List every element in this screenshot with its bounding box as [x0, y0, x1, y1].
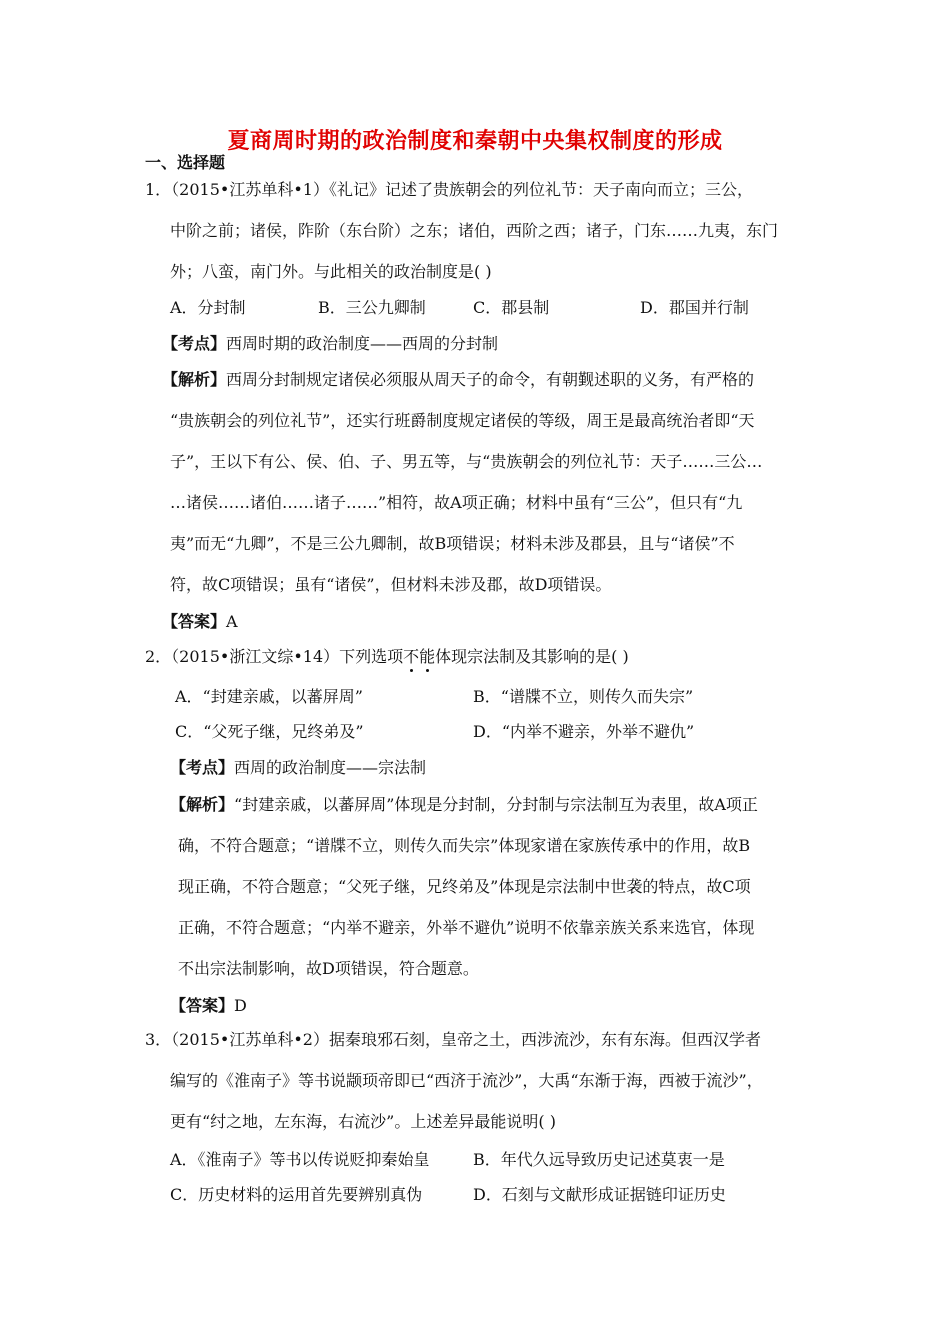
- q1-jiexi-line-6: 符，故C项错误；虽有“诸侯”，但材料未涉及郡，故D项错误。: [170, 575, 612, 594]
- q1-answer-value: A: [226, 612, 238, 631]
- q2-answer-value: D: [234, 996, 247, 1015]
- q2-jiexi-line-3: 现正确，不符合题意；“父死子继，兄终弟及”体现是宗法制中世袭的特点，故C项: [178, 877, 751, 896]
- q2-answer-label: 【答案】: [170, 996, 235, 1015]
- q1-jiexi-text-1: 西周分封制规定诸侯必须服从周天子的命令，有朝觐述职的义务，有严格的: [226, 370, 755, 389]
- q1-jiexi-label: 【解析】: [162, 370, 227, 389]
- q1-kaodian-label: 【考点】: [162, 334, 227, 353]
- q1-jiexi-line-2: “贵族朝会的列位礼节”，还实行班爵制度规定诸侯的等级，周王是最高统治者即“天: [170, 411, 755, 430]
- q2-option-c: C．“父死子继，兄终弟及”: [175, 722, 364, 741]
- q1-kaodian: [162, 334, 498, 354]
- q3-stem-line-3: 更有“纣之地，左东海，右流沙”。上述差异最能说明( ): [170, 1112, 556, 1131]
- q3-option-b: B．年代久远导致历史记述莫衷一是: [473, 1150, 725, 1169]
- q1-stem-line-3: 外；八蛮，南门外。与此相关的政治制度是( ): [170, 262, 492, 281]
- q1-stem-line-2: 中阶之前；诸侯，阼阶（东台阶）之东；诸伯，西阶之西；诸子，门东……九夷，东门: [170, 221, 779, 240]
- q2-kaodian-label: 【考点】: [170, 758, 235, 777]
- q2-option-a: A．“封建亲戚，以蕃屏周”: [175, 687, 363, 706]
- q1-option-b: B．三公九卿制: [318, 298, 426, 317]
- q1-kaodian-text: 西周时期的政治制度——西周的分封制: [226, 334, 499, 353]
- section-heading: 一、选择题: [145, 153, 226, 172]
- q2-jiexi-line-5: 不出宗法制影响，故D项错误，符合题意。: [178, 959, 479, 978]
- q2-answer: [170, 996, 247, 1016]
- q2-stem-emphasis-2: 能: [419, 647, 436, 666]
- document-title: 夏商周时期的政治制度和秦朝中央集权制度的形成: [227, 129, 723, 154]
- q2-jiexi-line-2: 确，不符合题意；“谱牒不立，则传久而失宗”体现家谱在家族传承中的作用，故B: [178, 836, 751, 855]
- q1-answer-label: 【答案】: [162, 612, 227, 631]
- q1-jiexi-line-3: 子”，王以下有公、侯、伯、子、男五等，与“贵族朝会的列位礼节：天子……三公…: [170, 452, 763, 471]
- q1-option-a: A．分封制: [170, 298, 246, 317]
- q1-jiexi-line-1: [162, 370, 754, 390]
- q2-jiexi-label: 【解析】: [170, 795, 235, 814]
- q3-option-a: A．《淮南子》等书以传说贬抑秦始皇: [170, 1150, 430, 1169]
- q1-option-c: C．郡县制: [473, 298, 550, 317]
- q3-stem-line-1: 3．（2015•江苏单科•2）据秦琅邪石刻，皇帝之土，西涉流沙，东有东海。但西汉学者: [145, 1030, 761, 1049]
- q2-kaodian-text: 西周的政治制度——宗法制: [234, 758, 427, 777]
- q1-jiexi-line-5: 夷”而无“九卿”，不是三公九卿制，故B项错误；材料未涉及郡县，且与“诸侯”不: [170, 534, 735, 553]
- q3-option-d: D．石刻与文献形成证据链印证历史: [473, 1185, 726, 1204]
- q2-stem-pre: 2．（2015•浙江文综•14）下列选项: [145, 647, 404, 666]
- q3-stem-line-2: 编写的《淮南子》等书说颛顼帝即已“西济于流沙”，大禹“东渐于海，西被于流沙”，: [170, 1071, 763, 1090]
- q2-stem-emphasis-1: 不: [403, 647, 420, 666]
- q2-option-d: D．“内举不避亲，外举不避仇”: [473, 722, 695, 741]
- q2-jiexi-line-1: [170, 795, 758, 815]
- q1-answer: [162, 612, 238, 632]
- q1-option-d: D．郡国并行制: [640, 298, 749, 317]
- q2-option-b: B．“谱牒不立，则传久而失宗”: [473, 687, 694, 706]
- q2-stem-post: 体现宗法制及其影响的是( ): [435, 647, 629, 666]
- q1-jiexi-line-4: …诸侯……诸伯……诸子……”相符，故A项正确；材料中虽有“三公”，但只有“九: [170, 493, 743, 512]
- q2-kaodian: [170, 758, 426, 778]
- q2-jiexi-line-4: 正确，不符合题意；“内举不避亲，外举不避仇”说明不依靠亲族关系来选官，体现: [178, 918, 755, 937]
- q3-option-c: C．历史材料的运用首先要辨别真伪: [170, 1185, 423, 1204]
- q2-stem: [145, 647, 629, 667]
- q1-stem-line-1: 1．（2015•江苏单科•1）《礼记》记述了贵族朝会的列位礼节：天子南向而立；三公，: [145, 180, 753, 199]
- q2-jiexi-text-1: “封建亲戚，以蕃屏周”体现是分封制，分封制与宗法制互为表里，故A项正: [234, 795, 758, 814]
